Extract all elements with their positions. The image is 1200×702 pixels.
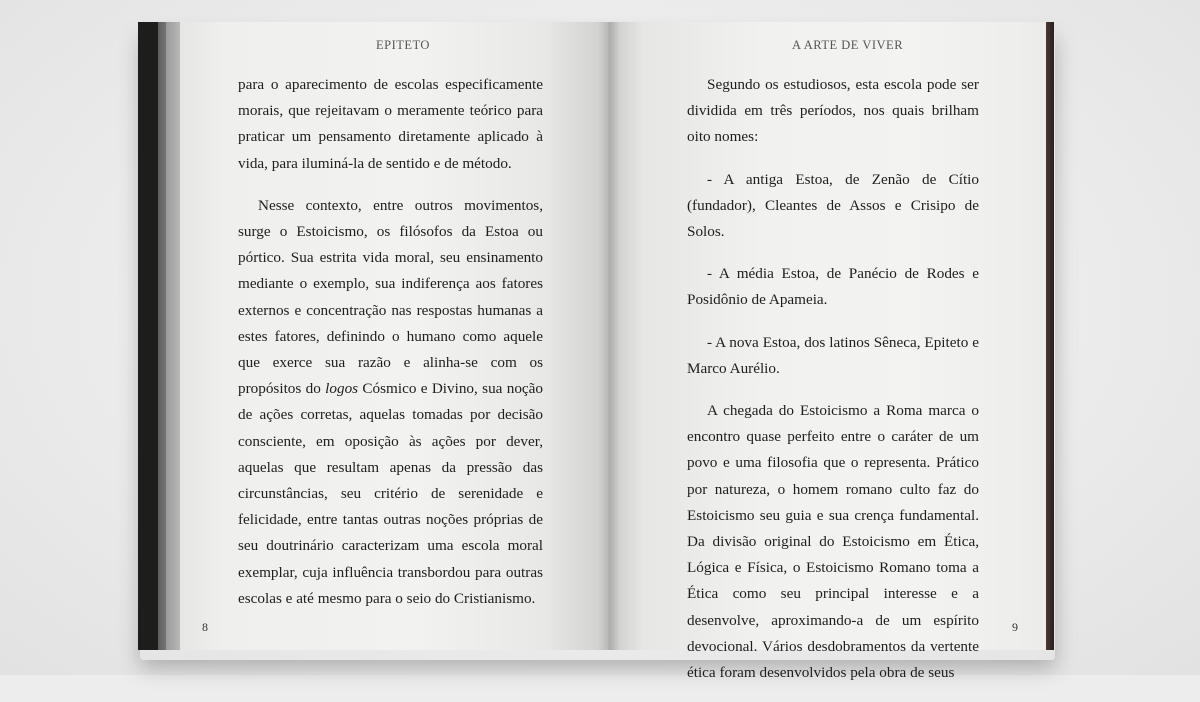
list-item: - A média Estoa, de Panécio de Rodes e Posidônio de Apameia. <box>687 265 979 309</box>
left-page <box>180 22 608 650</box>
page-number: 9 <box>1012 620 1018 634</box>
right-page <box>608 22 1046 682</box>
book-gutter <box>598 22 620 650</box>
book-cover-right <box>1046 22 1054 650</box>
page-number: 8 <box>202 620 208 634</box>
paragraph-text: Cósmico e Divino, sua noção de ações corretas, aquelas tomadas por decisão consciente, em oposição às ações por dever, aquelas que resultam apenas da pressão das circunstâncias, seu critério de serenidade e felicidade, entre tantas outras noções próprias de seu doutrinário caracterizam uma escola moral exemplar, cuja influência transbordou para outras escolas e até mesmo para o seio do Cristianismo. <box>238 380 543 607</box>
paragraph: para o aparecimento de escolas especificamente morais, que rejeitavam o meramente teórico para praticar um pensamento diretamente aplicado à vida, para iluminá-la de sentido e de método. <box>238 76 543 172</box>
italic-word: logos <box>325 380 359 398</box>
paragraph: A chegada do Estoicismo a Roma marca o encontro quase perfeito entre o caráter de um povo e uma filosofia que o representa. Prático por natureza, o homem romano culto faz do Estoicismo seu guia e sua crença fundamental. Da divisão original do Estoicismo em Ética, Lógica e Física, o Estoicismo Romano toma a Ética como seu principal interesse e a desenvolve, aproximando-a de um espírito devocional. Vários desdobramentos da vertente ética foram desenvolvidos pela obra de seus <box>687 402 979 682</box>
running-head: EPITETO <box>376 38 430 52</box>
running-head: A ARTE DE VIVER <box>792 38 904 52</box>
list-item: - A nova Estoa, dos latinos Sêneca, Epiteto e Marco Aurélio. <box>687 333 979 377</box>
paragraph-text: Nesse contexto, entre outros movimentos, surge o Estoicismo, os filósofos da Estoa ou pórtico. Sua estrita vida moral, seu ensinamento mediante o exemplo, sua indiferença aos fatores externos e concentração nas respostas humanas a estes fatores, definindo o humano como aquele que exerce sua razão e alinha-se com os propósitos do <box>238 196 543 398</box>
paragraph <box>238 193 543 612</box>
page-body <box>238 72 543 628</box>
list-item: - A antiga Estoa, de Zenão de Cítio (fundador), Cleantes de Assos e Crisipo de Solos. <box>687 170 979 241</box>
page-stack-edge <box>166 22 180 650</box>
page-body <box>687 72 979 702</box>
paragraph: Segundo os estudiosos, esta escola pode ser dividida em três períodos, nos quais brilham oito nomes: <box>687 76 979 146</box>
